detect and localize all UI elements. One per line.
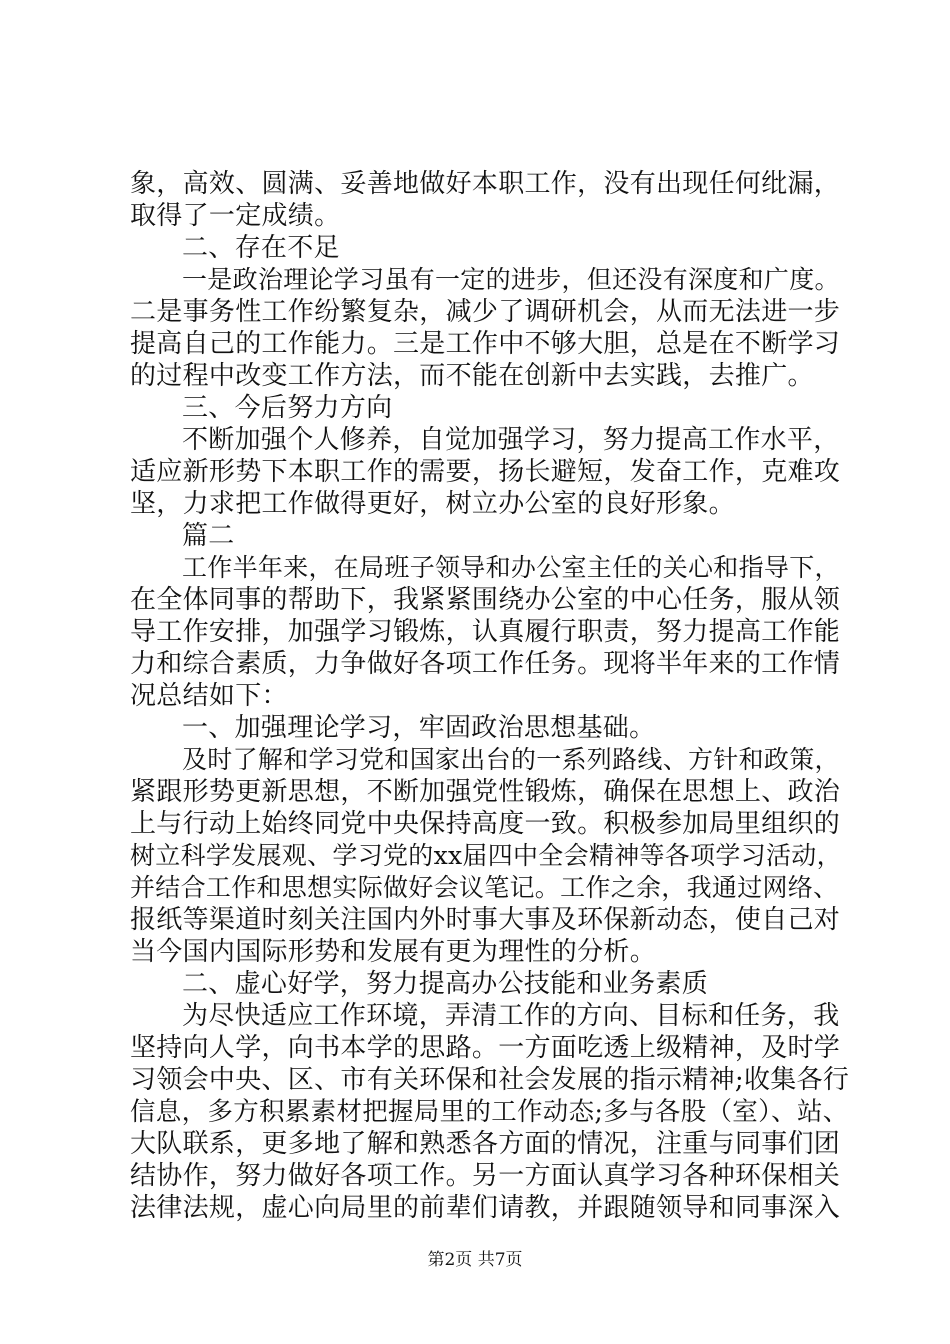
text-line: 信息，多方积累素材把握局里的工作动态;多与各股（室）、站、 (130, 1097, 849, 1127)
text-line: 二、虚心好学，努力提高办公技能和业务素质 (182, 969, 709, 999)
text-line: 为尽快适应工作环境，弄清工作的方向、目标和任务，我 (182, 1001, 840, 1031)
text-line: 一是政治理论学习虽有一定的进步，但还没有深度和广度。 (182, 265, 840, 294)
text-line: 象，高效、圆满、妥善地做好本职工作，没有出现任何纰漏， (130, 169, 841, 199)
text-line: 在全体同事的帮助下，我紧紧围绕办公室的中心任务，服从领 (130, 585, 841, 615)
text-line: 取得了一定成绩。 (130, 201, 341, 231)
text-line: 况总结如下： (130, 681, 288, 711)
text-line: 不断加强个人修养，自觉加强学习，努力提高工作水平， (182, 425, 840, 455)
text-line: 二、存在不足 (182, 233, 340, 263)
text-line: 工作半年来，在局班子领导和办公室主任的关心和指导下， (182, 553, 840, 582)
text-line: 树立科学发展观、学习党的xx届四中全会精神等各项学习活动， (130, 841, 842, 870)
text-line: 上与行动上始终同党中央保持高度一致。积极参加局里组织的 (130, 809, 841, 839)
text-line: 三、今后努力方向 (182, 393, 393, 423)
document-body (130, 168, 850, 1224)
text-line: 习领会中央、区、市有关环保和社会发展的指示精神;收集各行 (130, 1065, 850, 1095)
text-line: 报纸等渠道时刻关注国内外时事大事及环保新动态，使自己对 (130, 905, 841, 935)
text-line: 紧跟形势更新思想，不断加强党性锻炼，确保在思想上、政治 (130, 777, 841, 807)
text-line: 法律法规，虚心向局里的前辈们请教，并跟随领导和同事深入 (130, 1193, 841, 1223)
text-line: 坚持向人学，向书本学的思路。一方面吃透上级精神，及时学 (130, 1033, 841, 1063)
text-line: 提高自己的工作能力。三是工作中不够大胆，总是在不断学习 (130, 329, 841, 359)
text-line: 并结合工作和思想实际做好会议笔记。工作之余，我通过网络、 (130, 873, 839, 902)
text-line: 篇二 (182, 521, 235, 551)
text-line: 的过程中改变工作方法，而不能在创新中去实践，去推广。 (130, 361, 814, 391)
page-footer: 第2页 共7页 (427, 1250, 523, 1270)
text-line: 坚，力求把工作做得更好，树立办公室的良好形象。 (130, 489, 735, 519)
text-line: 及时了解和学习党和国家出台的一系列路线、方针和政策， (182, 745, 840, 774)
text-line: 结协作，努力做好各项工作。另一方面认真学习各种环保相关 (130, 1161, 841, 1191)
text-line: 一、加强理论学习，牢固政治思想基础。 (182, 713, 656, 743)
text-line: 当今国内国际形势和发展有更为理性的分析。 (130, 937, 657, 967)
text-line: 大队联系，更多地了解和熟悉各方面的情况，注重与同事们团 (130, 1129, 841, 1159)
text-line: 适应新形势下本职工作的需要，扬长避短，发奋工作，克难攻 (130, 457, 841, 487)
text-line: 导工作安排，加强学习锻炼，认真履行职责，努力提高工作能 (130, 617, 841, 647)
text-line: 力和综合素质，力争做好各项工作任务。现将半年来的工作情 (130, 649, 841, 679)
text-line: 二是事务性工作纷繁复杂，减少了调研机会，从而无法进一步 (130, 297, 841, 327)
